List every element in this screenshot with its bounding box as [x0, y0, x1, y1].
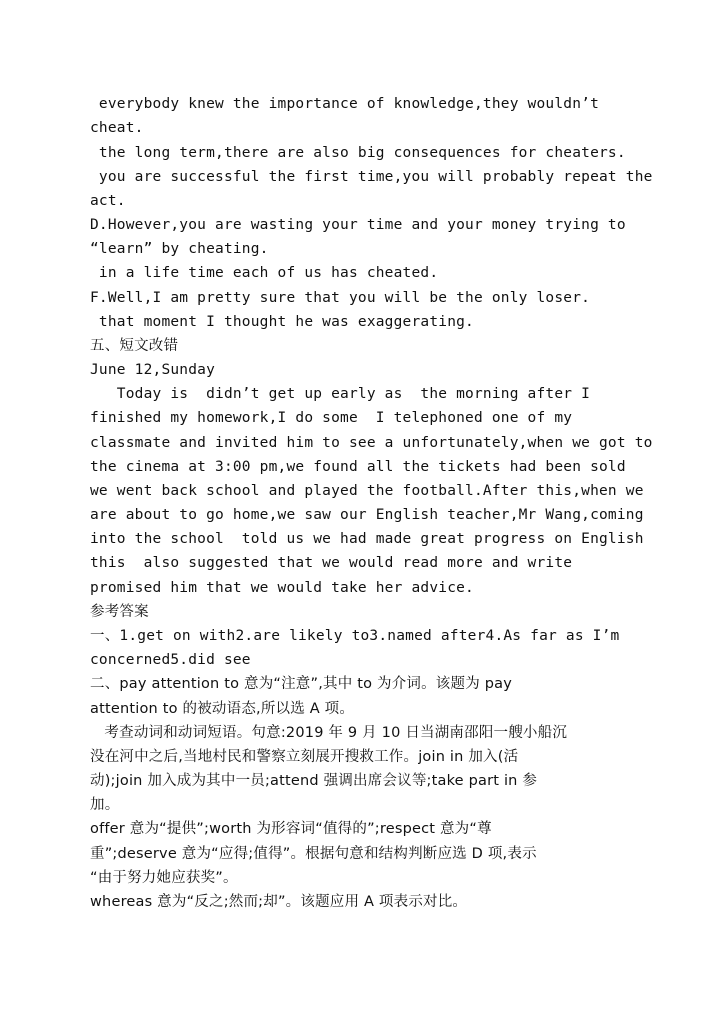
- option-line: the long term,there are also big consequences for cheaters.: [90, 145, 626, 161]
- diary-line: into the school told us we had made great progress on English: [90, 531, 644, 547]
- section-heading: 五、短文改错: [90, 338, 179, 354]
- diary-date: June 12,Sunday: [90, 362, 216, 378]
- diary-line: we went back school and played the football.After this,when we: [90, 483, 644, 499]
- diary-line: classmate and invited him to see a unfortunately,when we got to: [90, 435, 653, 451]
- answer-line: 二、pay attention to 意为“注意”,其中 to 为介词。该题为 pay: [90, 676, 512, 692]
- option-line: that moment I thought he was exaggerating.: [90, 314, 474, 330]
- diary-line: the cinema at 3:00 pm,we found all the tickets had been sold: [90, 459, 626, 475]
- answer-line: concerned5.did see: [90, 652, 251, 668]
- diary-line: promised him that we would take her advice.: [90, 580, 474, 596]
- answers-heading: 参考答案: [90, 604, 149, 620]
- answer-line: 考查动词和动词短语。句意:2019 年 9 月 10 日当湖南邵阳一艘小船沉: [90, 725, 568, 741]
- answer-line: whereas 意为“反之;然而;却”。该题应用 A 项表示对比。: [90, 894, 468, 910]
- answer-line: 没在河中之后,当地村民和警察立刻展开搜救工作。join in 加入(活: [90, 749, 519, 765]
- option-line: act.: [90, 193, 126, 209]
- answer-line: 动);join 加入成为其中一员;attend 强调出席会议等;take part in 参: [90, 773, 538, 789]
- answer-line: 一、1.get on with2.are likely to3.named after4.As far as I’m: [90, 628, 620, 644]
- option-line: F.Well,I am pretty sure that you will be the only loser.: [90, 290, 591, 306]
- option-line: cheat.: [90, 120, 144, 136]
- answer-line: 重”;deserve 意为“应得;值得”。根据句意和结构判断应选 D 项,表示: [90, 846, 537, 862]
- option-line: everybody knew the importance of knowledge,they wouldn’t: [90, 96, 599, 112]
- option-line: in a life time each of us has cheated.: [90, 265, 439, 281]
- option-line: “learn” by cheating.: [90, 241, 269, 257]
- diary-line: Today is didn’t get up early as the morning after I: [90, 386, 591, 402]
- diary-line: finished my homework,I do some I telephoned one of my: [90, 410, 573, 426]
- diary-line: are about to go home,we saw our English teacher,Mr Wang,coming: [90, 507, 644, 523]
- answer-line: attention to 的被动语态,所以选 A 项。: [90, 701, 355, 717]
- option-line: you are successful the first time,you will probably repeat the: [90, 169, 653, 185]
- answer-line: offer 意为“提供”;worth 为形容词“值得的”;respect 意为“尊: [90, 821, 492, 837]
- answer-line: 加。: [90, 797, 120, 813]
- option-line: D.However,you are wasting your time and your money trying to: [90, 217, 626, 233]
- answer-line: “由于努力她应获奖”。: [90, 870, 238, 886]
- diary-line: this also suggested that we would read more and write: [90, 555, 573, 571]
